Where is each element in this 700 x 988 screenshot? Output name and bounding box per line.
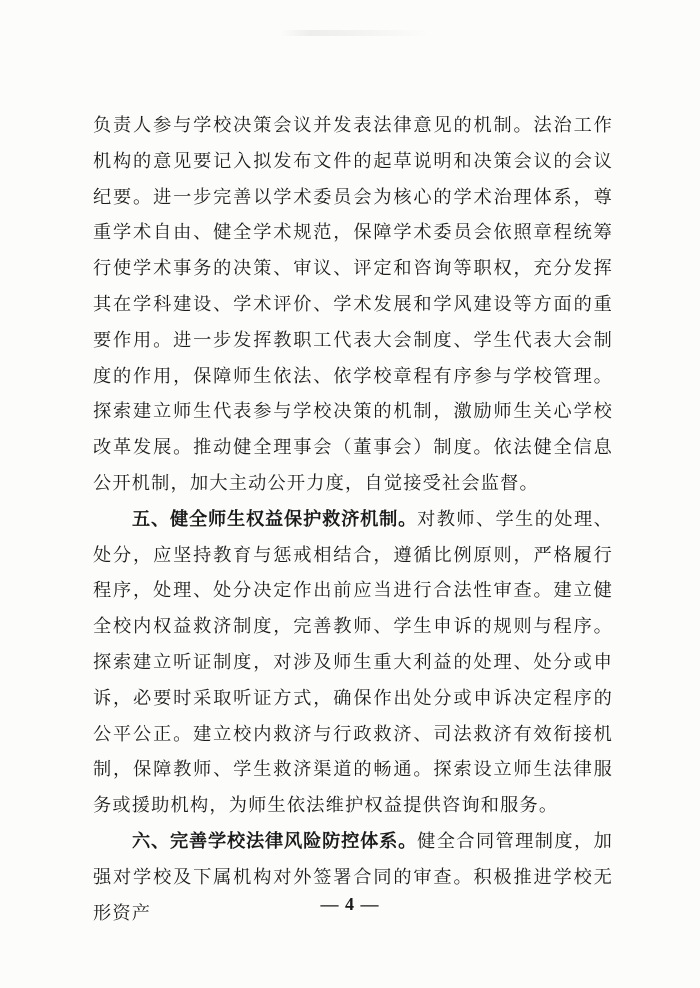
paragraph-text: 负责人参与学校决策会议并发表法律意见的机制。法治工作机构的意见要记入拟发布文件的起草说明和决策会议的会议纪要。进一步完善以学术委员会为核心的学术治理体系，尊重学术自由、健全学术规范，保障学术委员会依照章程统筹行使学术事务的决策、审议、评定和咨询等职权，充分发挥其在学科建设、学术评价、学术发展和学风建设等方面的重要作用。进一步发挥教职工代表大会制度、学生代表大会制度的作用，保障师生依法、依学校章程有序参与学校管理。探索建立师生代表参与学校决策的机制，激励师生关心学校改革发展。推动健全理事会（董事会）制度。依法健全信息公开机制，加大主动公开力度，自觉接受社会监督。 (93, 115, 613, 494)
scan-artifact (280, 30, 430, 36)
document-body (93, 108, 613, 931)
paragraph-section-six (93, 824, 613, 931)
paragraph-text: 对教师、学生的处理、处分，应坚持教育与惩戒相结合，遵循比例原则，严格履行程序，处理、处分决定作出前应当进行合法性审查。建立健全校内权益救济制度，完善教师、学生申诉的规则与程序。探索建立听证制度，对涉及师生重大利益的处理、处分或申诉，必要时采取听证方式，确保作出处分或申诉决定程序的公平公正。建立校内救济与行政救济、司法救济有效衔接机制，保障教师、学生救济渠道的畅通。探索设立师生法律服务或援助机构，为师生依法维护权益提供咨询和服务。 (93, 508, 613, 817)
section-heading-five: 五、健全师生权益保护救济机制。 (132, 508, 418, 530)
paragraph-section-five (93, 502, 613, 824)
page-number: — 4 — (320, 894, 380, 914)
paragraph-continuation (93, 108, 613, 502)
section-heading-six: 六、完善学校法律风险防控体系。 (132, 830, 418, 852)
paragraph-text: 健全合同管理制度，加强对学校及下属机构对外签署合同的审查。积极推进学校无形资产 (93, 830, 613, 924)
